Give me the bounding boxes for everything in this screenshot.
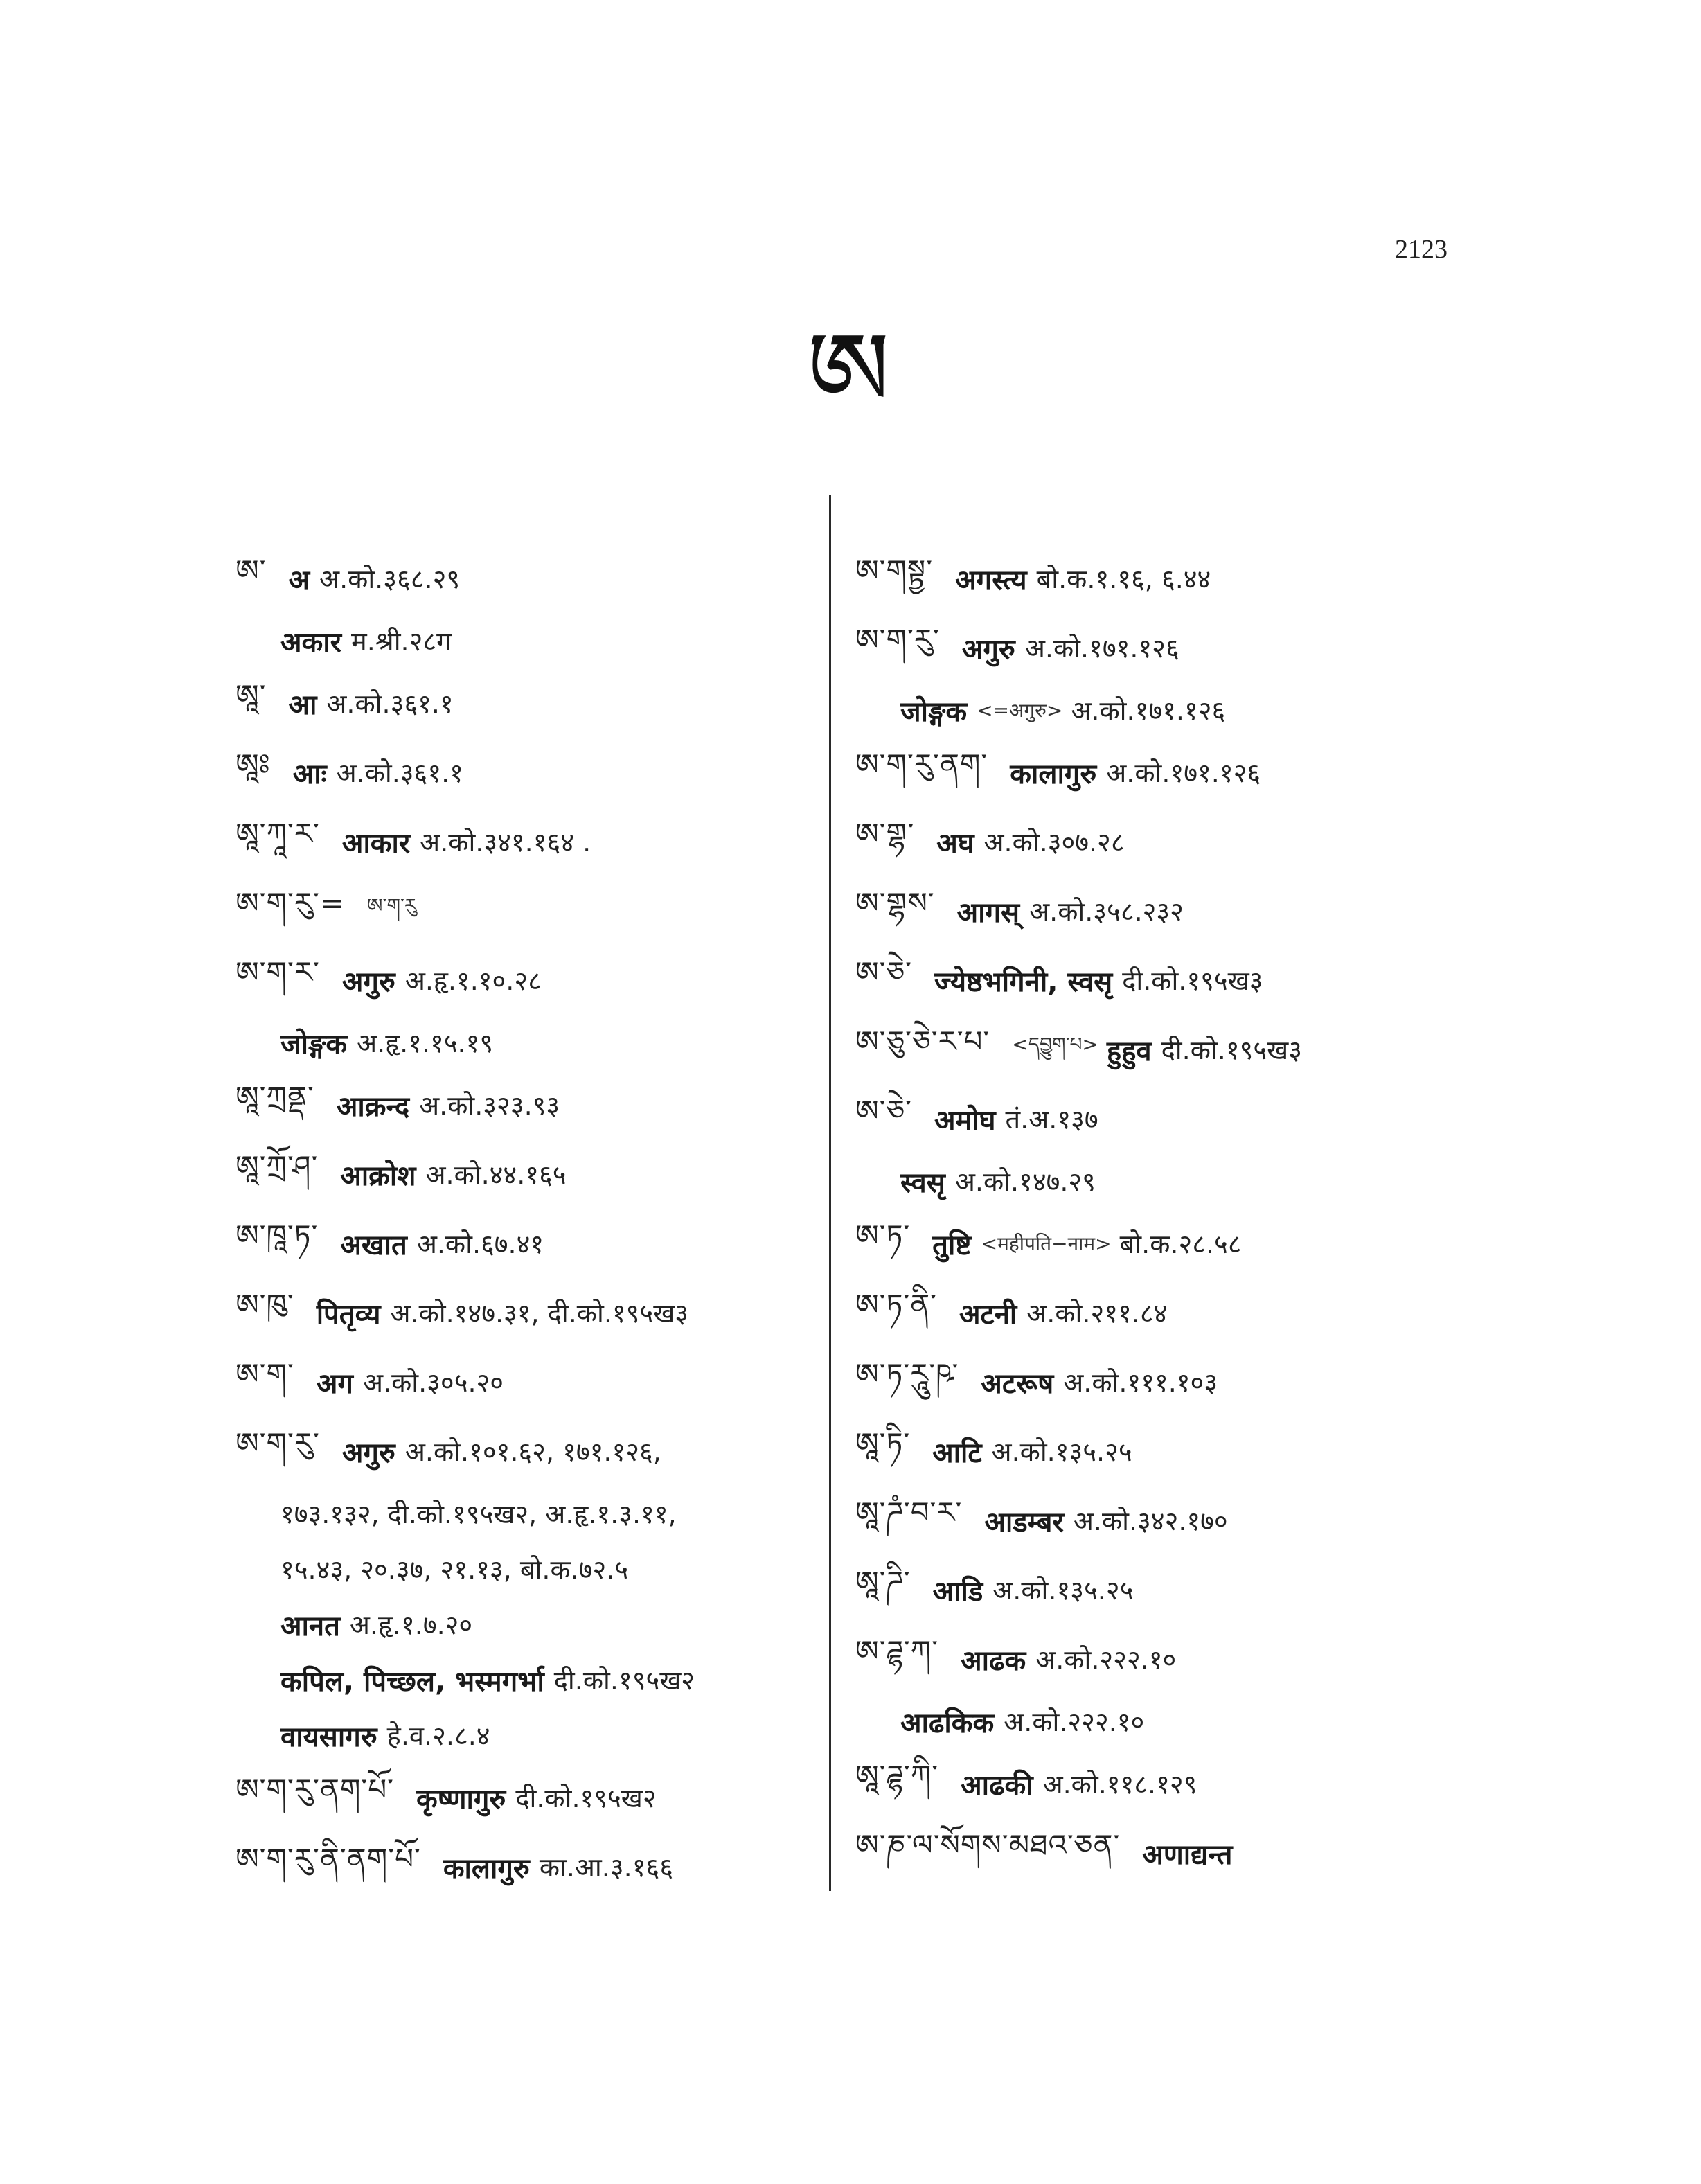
dictionary-entry bbox=[855, 1555, 1444, 1624]
tibetan-headword: ཨ་ག་རུ་ནག་པོ་ bbox=[235, 1772, 394, 1806]
dictionary-entry bbox=[855, 1084, 1444, 1153]
dictionary-entry bbox=[855, 1486, 1444, 1555]
tibetan-headword: ཨཱ་ bbox=[235, 677, 267, 712]
sanskrit-equivalent: आक्रोश bbox=[340, 1160, 416, 1192]
dictionary-entry bbox=[855, 1749, 1444, 1818]
sanskrit-equivalent: अ bbox=[288, 564, 310, 596]
page-number: 2123 bbox=[1395, 235, 1448, 264]
sanskrit-equivalent: अमोघ bbox=[934, 1104, 996, 1137]
sanskrit-equivalent: आगस् bbox=[956, 896, 1020, 929]
gloss-note: <=अगुरु> bbox=[977, 699, 1063, 722]
tibetan-headword: ཨཱ་ཌཾ་བ་ར་ bbox=[855, 1495, 963, 1529]
sanskrit-equivalent: अटनी bbox=[959, 1298, 1017, 1331]
sanskrit-equivalent: आढकिक bbox=[900, 1707, 995, 1739]
source-reference: अ.को.१४७.३१, दी.को.१९५ख३ bbox=[390, 1298, 689, 1329]
dictionary-entry bbox=[855, 1015, 1444, 1084]
dictionary-entry bbox=[855, 1209, 1444, 1278]
reference-continuation bbox=[235, 1486, 824, 1541]
tibetan-headword: ཨཱ་ཀྲནྡ་ bbox=[235, 1079, 314, 1114]
dictionary-subentry bbox=[235, 1652, 824, 1707]
tibetan-headword: ཨ་ bbox=[235, 553, 267, 587]
dictionary-entry bbox=[235, 1832, 824, 1901]
tibetan-headword: ཨ་གྷ་ bbox=[855, 816, 915, 851]
tibetan-headword: ཨ་ག་ར་ bbox=[235, 955, 320, 989]
source-reference: अ.को.४४.१६५ bbox=[425, 1160, 567, 1190]
sanskrit-equivalent: अगुरु bbox=[961, 633, 1015, 666]
sanskrit-equivalent: जोङ्गक bbox=[900, 695, 968, 728]
tibetan-headword: ཨ་ག་ bbox=[235, 1356, 294, 1391]
dictionary-subentry bbox=[235, 1597, 824, 1652]
sanskrit-equivalent: अखात bbox=[340, 1229, 407, 1261]
tibetan-headword: ཨཱ་ཌི་ bbox=[855, 1564, 911, 1599]
sanskrit-equivalent: हुहुव bbox=[1106, 1035, 1152, 1067]
dictionary-entry bbox=[855, 1347, 1444, 1417]
source-reference: दी.को.१९५ख३ bbox=[1122, 966, 1263, 996]
tibetan-headword: ཨཱ་ཏི་ bbox=[855, 1426, 911, 1460]
tibetan-headword: ཨ་ཅེ་ bbox=[855, 1093, 912, 1128]
dictionary-entry bbox=[235, 1763, 824, 1832]
source-reference: अ.को.१०१.६२, १७१.१२६, bbox=[404, 1437, 661, 1467]
dictionary-subentry bbox=[235, 613, 824, 668]
source-reference: अ.को.३२३.९३ bbox=[419, 1090, 560, 1121]
sanskrit-equivalent: अघ bbox=[936, 827, 974, 860]
sanskrit-equivalent: तुष्टि bbox=[932, 1229, 972, 1261]
source-reference: अ.को.२२२.१० bbox=[1035, 1644, 1177, 1675]
source-reference: अ.को.३६१.१ bbox=[336, 758, 463, 788]
dictionary-entry bbox=[235, 1209, 824, 1278]
sanskrit-equivalent: कालागुरु bbox=[443, 1852, 530, 1885]
dictionary-subentry bbox=[855, 1694, 1444, 1749]
tibetan-headword: ཨ་ཅེ་ bbox=[855, 955, 912, 989]
source-reference: अ.को.३४२.१७० bbox=[1073, 1506, 1228, 1536]
dictionary-entry bbox=[235, 807, 824, 876]
tibetan-headword: ཨ་ཁཱ་ཏ་ bbox=[235, 1218, 319, 1252]
source-reference: अ.को.१३५.२५ bbox=[991, 1437, 1132, 1467]
sanskrit-equivalent: वायसागरु bbox=[280, 1721, 377, 1753]
tibetan-headword: ཨ་ག་རུ་ bbox=[235, 1426, 320, 1460]
source-reference: अ.को.११८.१२९ bbox=[1042, 1769, 1197, 1800]
dictionary-entry bbox=[855, 613, 1444, 682]
tibetan-headword: ཨ་གྷས་ bbox=[855, 885, 935, 920]
sanskrit-equivalent: आढक bbox=[961, 1644, 1026, 1677]
source-reference: अ.हृ.१.१५.१९ bbox=[357, 1028, 494, 1058]
dictionary-entry bbox=[235, 738, 824, 807]
source-reference: १७३.१३२, दी.को.१९५ख२, अ.हृ.१.३.११, bbox=[280, 1499, 677, 1529]
source-reference: अ.को.३०५.२० bbox=[362, 1367, 504, 1398]
sanskrit-equivalent: स्वसृ bbox=[900, 1166, 945, 1199]
tibetan-headword: ཨ་ཌྷ་ཀ་ bbox=[855, 1633, 939, 1668]
dictionary-subentry bbox=[235, 1015, 824, 1070]
source-reference: अ.हृ.१.७.२० bbox=[349, 1610, 473, 1640]
source-reference: अ.को.३६१.१ bbox=[326, 689, 454, 719]
cross-reference: ཨ་ག་རུ bbox=[367, 894, 417, 917]
source-reference: अ.को.६७.४१ bbox=[416, 1229, 544, 1259]
sanskrit-equivalent: आ bbox=[288, 689, 317, 721]
source-reference: १५.४३, २०.३७, २१.१३, बो.क.७२.५ bbox=[280, 1554, 629, 1585]
source-reference: का.आ.३.१६६ bbox=[539, 1852, 673, 1883]
sanskrit-equivalent: आक्रन्द bbox=[336, 1090, 410, 1123]
dictionary-entry bbox=[855, 876, 1444, 945]
source-reference: अ.को.३६८.२९ bbox=[319, 564, 461, 594]
source-reference: तं.अ.१३७ bbox=[1005, 1104, 1098, 1135]
sanskrit-equivalent: आनत bbox=[280, 1610, 340, 1642]
sanskrit-equivalent: अगस्त्य bbox=[955, 564, 1027, 596]
source-reference: अ.को.२११.८४ bbox=[1026, 1298, 1168, 1329]
dictionary-entry bbox=[855, 738, 1444, 807]
section-heading-letter: ཨ bbox=[806, 310, 891, 431]
source-reference: दी.को.१९५ख२ bbox=[515, 1783, 657, 1813]
dictionary-entry bbox=[235, 544, 824, 613]
dictionary-entry bbox=[235, 1139, 824, 1209]
source-reference: अ.को.३४१.१६४ . bbox=[420, 827, 591, 858]
dictionary-entry bbox=[855, 807, 1444, 876]
tibetan-headword: ཨ་ཏ་ནི་ bbox=[855, 1287, 937, 1322]
dictionary-entry bbox=[235, 1417, 824, 1486]
tibetan-headword: ཨཱ་ཀྲོ་ཤ་ bbox=[235, 1148, 319, 1183]
sanskrit-equivalent: अटरूष bbox=[981, 1367, 1054, 1400]
dictionary-entry bbox=[855, 1417, 1444, 1486]
source-reference: अ.को.३५८.२३२ bbox=[1029, 896, 1184, 927]
sanskrit-equivalent: अग bbox=[316, 1367, 353, 1400]
dictionary-entry bbox=[235, 945, 824, 1015]
dictionary-subentry bbox=[855, 682, 1444, 738]
dictionary-entry bbox=[855, 1624, 1444, 1694]
sanskrit-equivalent: कालागुरु bbox=[1010, 758, 1097, 790]
sanskrit-equivalent: अकार bbox=[280, 626, 341, 659]
source-reference: बो.क.१.१६, ६.४४ bbox=[1036, 564, 1211, 594]
tibetan-headword: ཨཱཿ bbox=[235, 747, 271, 781]
dictionary-entry bbox=[855, 544, 1444, 613]
sanskrit-equivalent: कपिल, पिच्छल, भस्मगर्भा bbox=[280, 1665, 544, 1698]
dictionary-entry bbox=[235, 1070, 824, 1139]
sanskrit-equivalent: आढकी bbox=[961, 1769, 1033, 1802]
gloss-note: <དབྱུག་པ> bbox=[1012, 1032, 1098, 1056]
dictionary-entry bbox=[235, 876, 824, 945]
tibetan-headword: ཨ་ཁུ་ bbox=[235, 1287, 294, 1322]
source-reference: अ.को.१३५.२५ bbox=[992, 1575, 1134, 1606]
source-reference: अ.को.३०७.२८ bbox=[983, 827, 1125, 858]
source-reference: अ.हृ.१.१०.२८ bbox=[404, 966, 542, 996]
dictionary-entry bbox=[235, 1347, 824, 1417]
source-reference: म.श्री.२८ग bbox=[351, 626, 452, 657]
sanskrit-equivalent: आः bbox=[292, 758, 327, 790]
sanskrit-equivalent: आडि bbox=[932, 1575, 983, 1608]
source-reference: दी.को.१९५ख२ bbox=[553, 1665, 695, 1696]
sanskrit-equivalent: अगुरु bbox=[341, 966, 395, 998]
gloss-note: <महीपति−नाम> bbox=[981, 1232, 1112, 1255]
sanskrit-equivalent: ज्येष्ठभगिनी, स्वसृ bbox=[934, 966, 1113, 998]
right-column bbox=[855, 544, 1444, 1888]
column-divider bbox=[829, 495, 831, 1891]
dictionary-subentry bbox=[855, 1153, 1444, 1209]
sanskrit-equivalent: आडम्बर bbox=[984, 1506, 1064, 1538]
sanskrit-equivalent: अणाद्यन्त bbox=[1142, 1838, 1233, 1871]
source-reference: अ.को.१११.१०३ bbox=[1063, 1367, 1218, 1398]
source-reference: अ.को.१४७.२९ bbox=[954, 1166, 1096, 1197]
tibetan-headword: ཨ་ཏ་རཱུ་ཥ་ bbox=[855, 1356, 959, 1391]
reference-continuation bbox=[235, 1541, 824, 1597]
dictionary-entry bbox=[235, 668, 824, 738]
source-reference: अ.को.१७१.१२६ bbox=[1106, 758, 1261, 788]
dictionary-entry bbox=[235, 1278, 824, 1347]
source-reference: बो.क.२८.५८ bbox=[1119, 1229, 1242, 1259]
tibetan-headword: ཨ་ཅུ་ཅེ་ར་པ་ bbox=[855, 1024, 990, 1058]
dictionary-entry bbox=[855, 1818, 1444, 1888]
source-reference: हे.व.२.८.४ bbox=[386, 1721, 490, 1751]
left-column bbox=[235, 544, 824, 1901]
tibetan-headword: ཨ་ཏ་ bbox=[855, 1218, 911, 1252]
sanskrit-equivalent: जोङ्गक bbox=[280, 1028, 348, 1060]
source-reference: अ.को.१७१.१२६ bbox=[1071, 695, 1226, 726]
tibetan-headword: ཨཱ་ཌྷ་ཀི་ bbox=[855, 1758, 939, 1793]
tibetan-headword: ཨ་ག་རུ་ནག་ bbox=[855, 747, 988, 781]
tibetan-headword: ཨཱ་ཀཱ་ར་ bbox=[235, 816, 320, 851]
sanskrit-equivalent: पितृव्य bbox=[316, 1298, 381, 1331]
sanskrit-equivalent: अगुरु bbox=[341, 1437, 395, 1469]
source-reference: दी.को.१९५ख३ bbox=[1161, 1035, 1302, 1065]
sanskrit-equivalent: आकार bbox=[341, 827, 411, 860]
tibetan-headword: ཨ་ཎ་ལ་སོགས་མཐའ་ཅན་ bbox=[855, 1827, 1121, 1862]
dictionary-entry bbox=[855, 945, 1444, 1015]
tibetan-headword: ཨ་ག་རུ་ནི་ནག་པོ་ bbox=[235, 1841, 421, 1876]
sanskrit-equivalent: कृष्णागुरु bbox=[416, 1783, 506, 1815]
source-reference: अ.को.१७१.१२६ bbox=[1024, 633, 1179, 664]
sanskrit-equivalent: आटि bbox=[932, 1437, 982, 1469]
tibetan-headword: ཨ་ག་རུ་= bbox=[235, 885, 346, 920]
dictionary-subentry bbox=[235, 1707, 824, 1763]
dictionary-entry bbox=[855, 1278, 1444, 1347]
tibetan-headword: ཨ་གསྟྱ་ bbox=[855, 553, 934, 587]
source-reference: अ.को.२२२.१० bbox=[1004, 1707, 1145, 1737]
tibetan-headword: ཨ་ག་རུ་ bbox=[855, 622, 940, 657]
